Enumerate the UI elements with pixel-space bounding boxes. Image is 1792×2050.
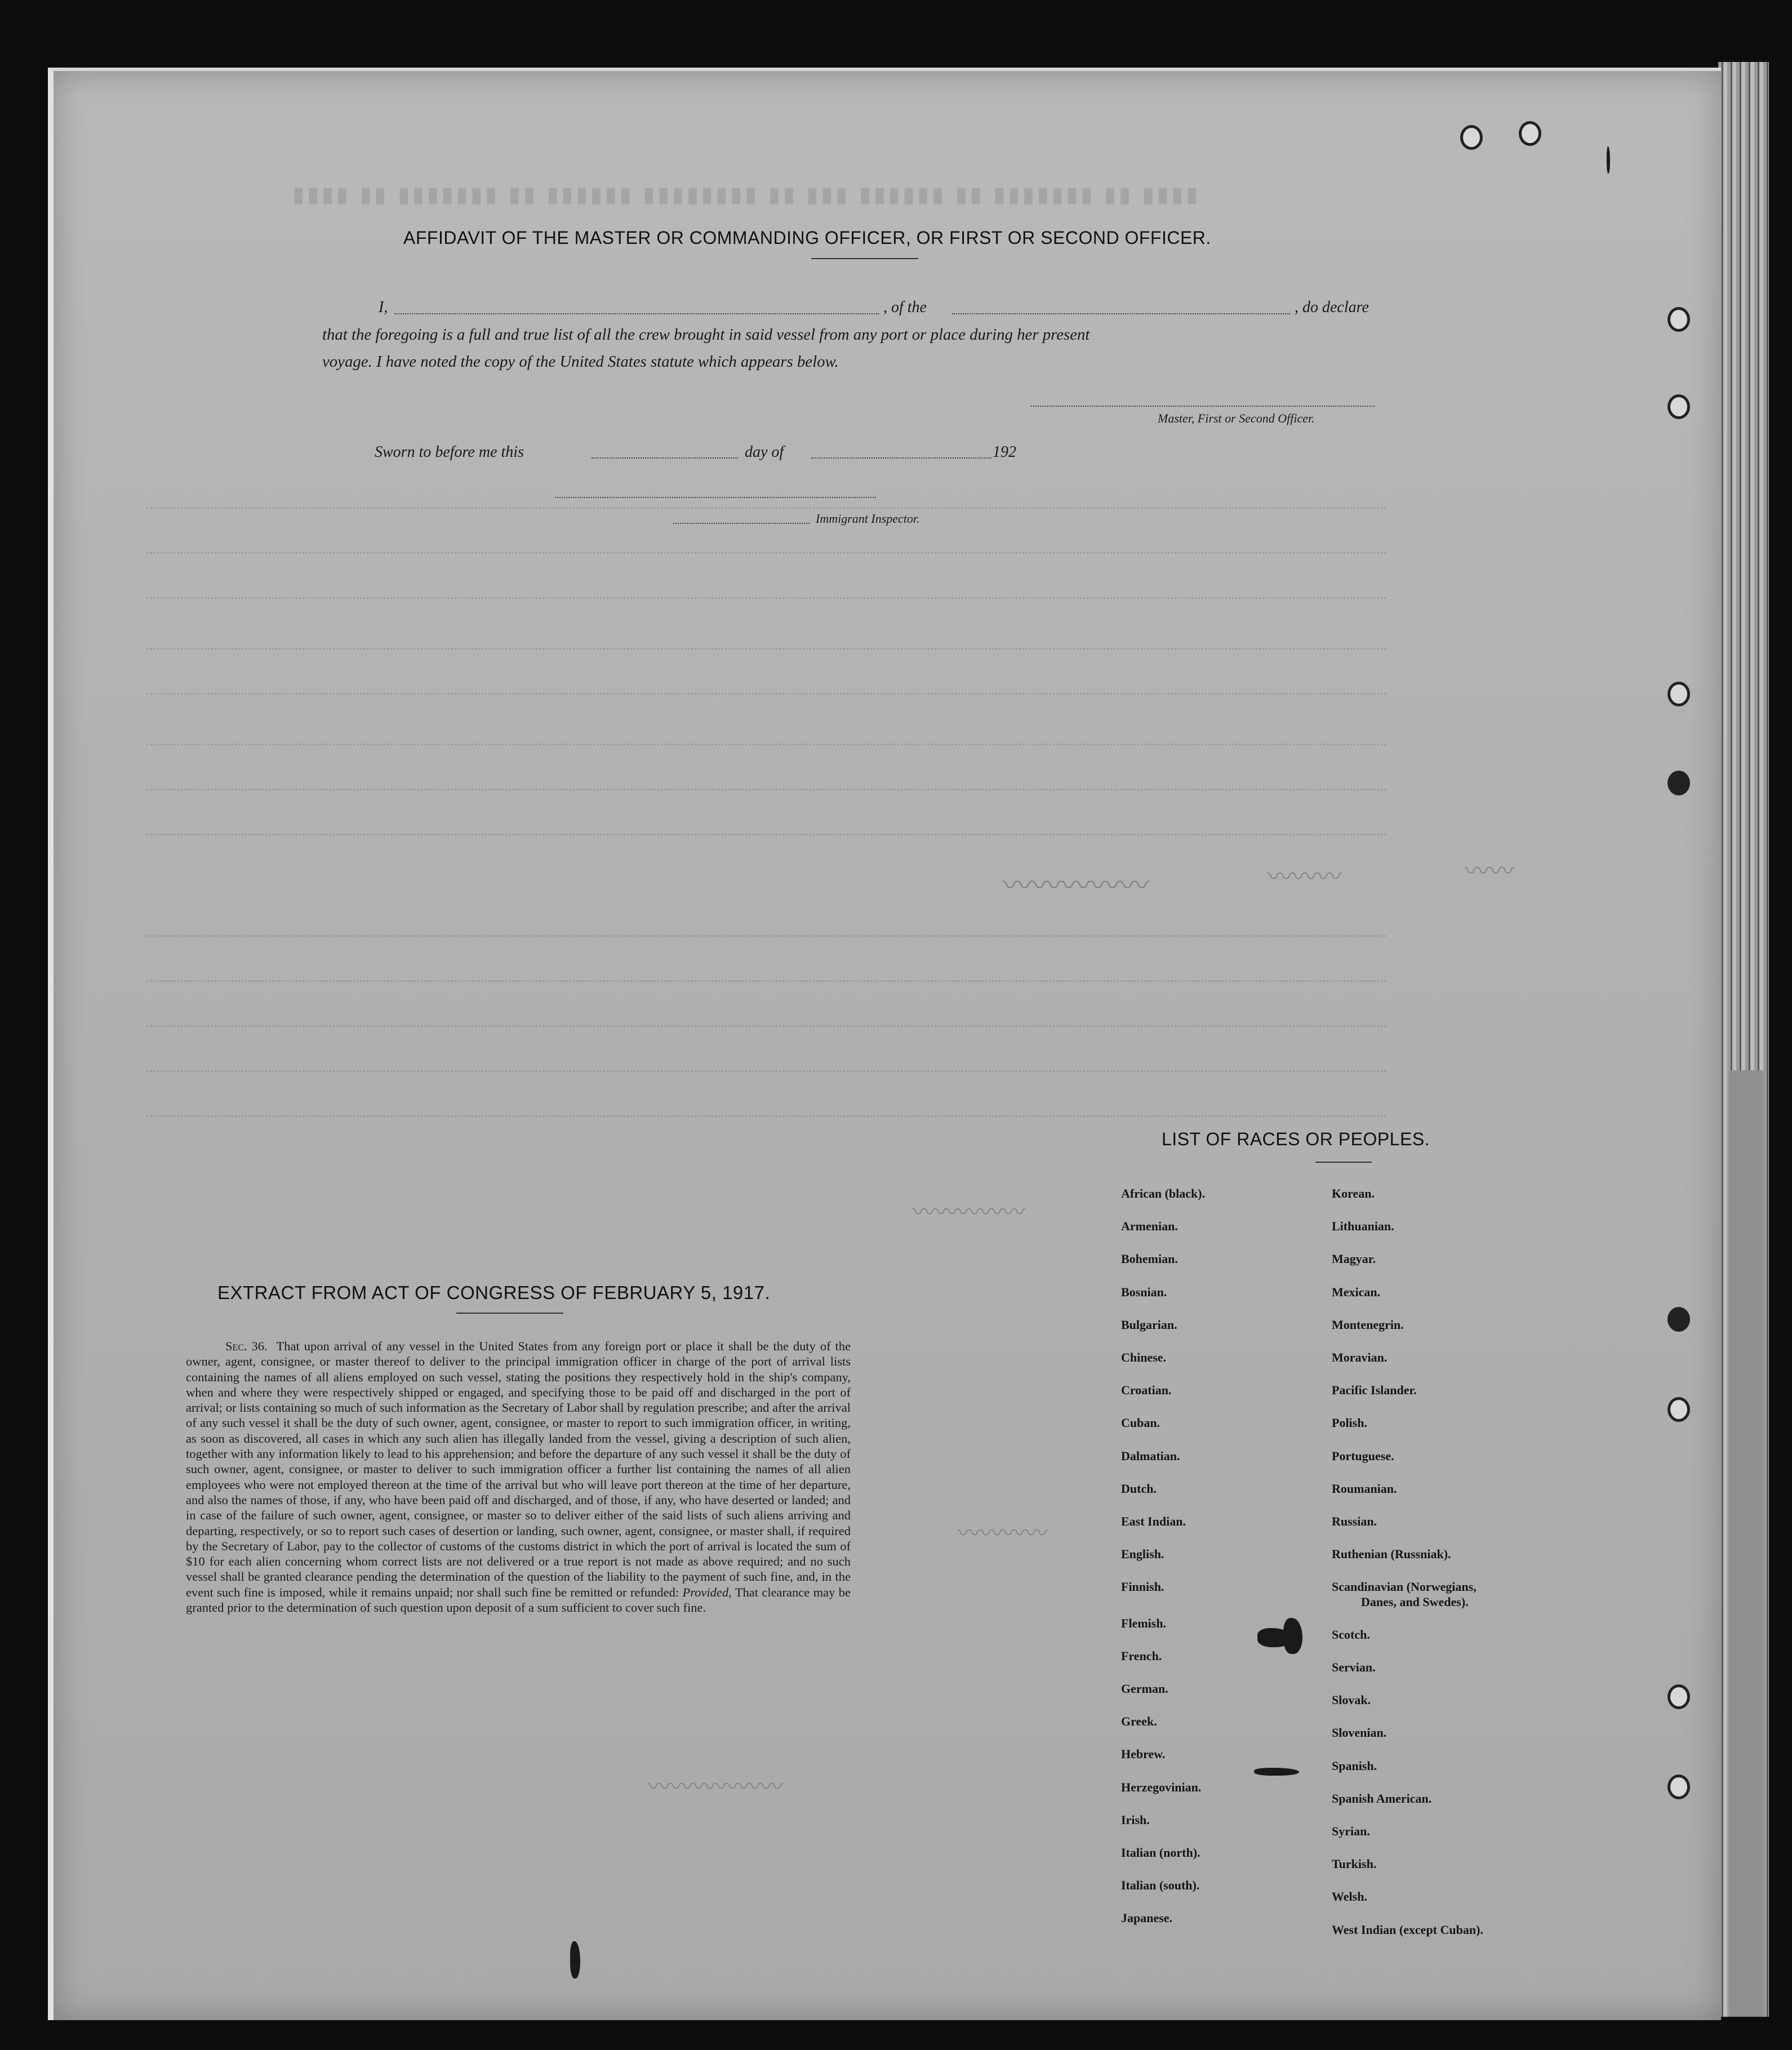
binder-hole-icon — [1519, 121, 1541, 146]
race-item: Japanese. — [1121, 1911, 1173, 1926]
section-label: Sec. 36. — [225, 1339, 268, 1353]
race-item: Greek. — [1121, 1714, 1157, 1729]
ink-mark — [1607, 146, 1610, 174]
statute-body: That upon arrival of any vessel in the United States from any foreign port or place it shall be the duty of the owner, agent, consignee, or master thereof to deliver to the principal immigration officer in charge of the port of arrival lists containing the names of all aliens employed on such vessel, stating the positions they respectively hold in the ship's company, when and where they were respectively shipped or engaged, and specifying those to be paid off and discharged in the port of arrival; or lists containing so much of such information as the Secretary of Labor shall by regulation prescribe; and after the arrival of any such vessel it shall be the duty of such owner, agent, consignee, or master to report to such immigration officer, in writing, as soon as discovered, all cases in which any such alien has illegally landed from the vessel, giving a description of such alien, together with any information likely to lead to his apprehension; and before the departure of any such vessel it shall be the duty of such owner, agent, consignee, or master to deliver to such immigration officer a further list containing the names of all alien employees who were not employed thereon at the time of the arrival but who will leave port thereon at the time of her departure, and also the names of those, if any, who have been paid off and discharged, and of those, if any, who have deserted or landed; and in case of the failure of such owner, agent, consignee, or master so to deliver either of the said lists of such aliens arriving and departing, respectively, or so to report such cases of desertion or landing, such owner, agent, consignee, or master shall, if required by the Secretary of Labor, pay to the collector of customs of the customs district in which the port of arrival is located the sum of $10 for each alien concerning whom correct lists are not delivered or a true report is not made as above required; and no such vessel shall be granted clearance pending the determination of the question of the liability to the payment of such fine, and, in the event such fine is imposed, while it remains unpaid; nor shall such fine be remitted or refunded: — [186, 1339, 851, 1599]
race-item: Magyar. — [1332, 1252, 1376, 1266]
race-item: Bohemian. — [1121, 1252, 1178, 1266]
race-item: Dutch. — [1121, 1481, 1157, 1496]
declaration-start: I, — [379, 299, 388, 316]
statute-text — [186, 1338, 851, 1615]
declaration-line-2: that the foregoing is a full and true list of all the crew brought in said vessel from any port or place during her present — [322, 326, 1090, 344]
race-item: Scotch. — [1332, 1627, 1370, 1642]
race-item: Montenegrin. — [1332, 1317, 1404, 1332]
handwriting-bleed: 〰〰〰〰〰〰 — [648, 1774, 783, 1800]
statute-proviso: Provided, — [682, 1585, 732, 1599]
bleed-through-row — [146, 935, 1386, 939]
race-item: Welsh. — [1332, 1889, 1367, 1904]
race-item: Bosnian. — [1121, 1284, 1167, 1299]
bleed-through-row — [146, 744, 1386, 747]
bleed-through-row — [146, 1115, 1386, 1119]
race-item: Flemish. — [1121, 1616, 1167, 1630]
race-item: Cuban. — [1121, 1416, 1160, 1430]
binder-hole-icon — [1668, 771, 1690, 795]
binder-hole-icon — [1668, 1684, 1690, 1709]
race-item: Dalmatian. — [1121, 1448, 1180, 1463]
handwriting-bleed: 〰〰 — [1465, 857, 1514, 886]
race-item: Lithuanian. — [1332, 1219, 1394, 1234]
binder-hole-icon — [1668, 1307, 1690, 1332]
bleed-through-heading: ▮▮▮▮ ▮▮ ▮▮▮▮▮▮▮ ▮▮ ▮▮▮▮▮▮ ▮▮▮▮▮▮▮▮ ▮▮ ▮▮▮ ▮▮▮▮▮▮ ▮▮ ▮▮▮▮▮▮▮ ▮▮ ▮▮▮▮ — [293, 186, 1201, 210]
officer-signature-caption: Master, First or Second Officer. — [1158, 411, 1315, 425]
race-item: Finnish. — [1121, 1580, 1164, 1594]
race-item: African (black). — [1121, 1186, 1206, 1200]
bleed-through-row — [146, 648, 1386, 651]
bleed-through-row — [146, 789, 1386, 792]
race-item: Croatian. — [1121, 1383, 1172, 1398]
race-item: Portuguese. — [1332, 1448, 1394, 1463]
declaration-line-3: voyage. I have noted the copy of the United States statute which appears below. — [322, 353, 839, 371]
race-item: Herzegovinian. — [1121, 1780, 1202, 1794]
race-item: Hebrew. — [1121, 1747, 1166, 1762]
sworn-month-field[interactable] — [811, 457, 991, 459]
statute-body-end: That clearance may be granted prior to the determination of such question upon deposit of a sum sufficient to cover such fine. — [186, 1585, 851, 1615]
extract-title: EXTRACT FROM ACT OF CONGRESS OF FEBRUARY 5, 1917. — [217, 1282, 771, 1303]
bleed-through-row — [146, 693, 1386, 696]
bleed-through-row — [146, 1025, 1386, 1029]
handwriting-bleed: 〰〰〰〰〰 — [913, 1199, 1025, 1225]
name-field[interactable] — [394, 313, 879, 314]
race-item: Mexican. — [1332, 1284, 1381, 1299]
race-item: French. — [1121, 1648, 1162, 1663]
race-item: Ruthenian (Russniak). — [1332, 1547, 1451, 1562]
inspector-caption: Immigrant Inspector. — [816, 512, 920, 526]
races-title: LIST OF RACES OR PEOPLES. — [1162, 1129, 1430, 1149]
document-page — [48, 68, 1721, 2020]
page-edge-strip — [1729, 1070, 1763, 2017]
race-item: Servian. — [1332, 1660, 1376, 1674]
inspector-line-upper — [555, 497, 876, 498]
race-item: Bulgarian. — [1121, 1317, 1177, 1332]
declaration-mid: , of the — [883, 299, 927, 316]
bleed-through-row — [146, 1070, 1386, 1074]
bleed-through-row — [146, 597, 1386, 601]
race-item: Slovak. — [1332, 1693, 1371, 1707]
binder-hole-icon — [1668, 307, 1690, 332]
extract-divider — [456, 1313, 563, 1314]
race-item: West Indian (except Cuban). — [1332, 1922, 1483, 1937]
sworn-year: 192 — [993, 443, 1016, 461]
title-divider — [811, 258, 918, 259]
sworn-prefix: Sworn to before me this — [375, 443, 524, 461]
race-item: Danes, and Swedes). — [1361, 1594, 1469, 1609]
inspector-signature-field[interactable] — [673, 523, 810, 524]
handwriting-bleed: 〰〰〰〰〰 — [1003, 869, 1150, 903]
race-item: Italian (north). — [1121, 1846, 1200, 1860]
affidavit-title: AFFIDAVIT OF THE MASTER OR COMMANDING OFFICER, OR FIRST OR SECOND OFFICER. — [403, 228, 1211, 248]
bleed-through-row — [146, 834, 1386, 837]
sworn-day-of: day of — [745, 443, 784, 461]
race-item: Polish. — [1332, 1416, 1367, 1430]
officer-signature-field[interactable] — [1031, 406, 1375, 407]
race-item: Moravian. — [1332, 1350, 1388, 1364]
race-item: Syrian. — [1332, 1824, 1370, 1838]
bleed-through-row — [146, 507, 1386, 510]
handwriting-bleed: 〰〰〰〰 — [958, 1520, 1048, 1546]
ink-blot — [1254, 1768, 1299, 1776]
handwriting-bleed: 〰〰〰 — [1268, 862, 1342, 891]
race-item: Spanish American. — [1332, 1791, 1432, 1806]
race-item: Pacific Islander. — [1332, 1383, 1417, 1398]
binder-hole-icon — [1668, 394, 1690, 419]
vessel-field[interactable] — [952, 313, 1290, 314]
race-item: Spanish. — [1332, 1758, 1377, 1773]
race-item: Turkish. — [1332, 1857, 1377, 1871]
binder-hole-icon — [1668, 1397, 1690, 1422]
race-item: English. — [1121, 1547, 1164, 1562]
binder-hole-icon — [1460, 125, 1483, 150]
race-item: Slovenian. — [1332, 1726, 1387, 1740]
race-item: Chinese. — [1121, 1350, 1167, 1364]
race-item: Armenian. — [1121, 1219, 1178, 1234]
bleed-through-row — [146, 980, 1386, 984]
race-item: Roumanian. — [1332, 1481, 1397, 1496]
sworn-day-field[interactable] — [592, 457, 738, 459]
declaration-end: , do declare — [1295, 299, 1369, 316]
race-item: Italian (south). — [1121, 1878, 1200, 1893]
races-divider — [1315, 1162, 1372, 1163]
race-item: Scandinavian (Norwegians, — [1332, 1580, 1477, 1594]
race-item: East Indian. — [1121, 1514, 1186, 1528]
race-item: German. — [1121, 1682, 1168, 1696]
race-item: Russian. — [1332, 1514, 1377, 1528]
binder-hole-icon — [1668, 1775, 1690, 1799]
bleed-through-row — [146, 552, 1386, 555]
binder-hole-icon — [1668, 682, 1690, 706]
race-item: Irish. — [1121, 1812, 1150, 1827]
race-item: Korean. — [1332, 1186, 1375, 1200]
